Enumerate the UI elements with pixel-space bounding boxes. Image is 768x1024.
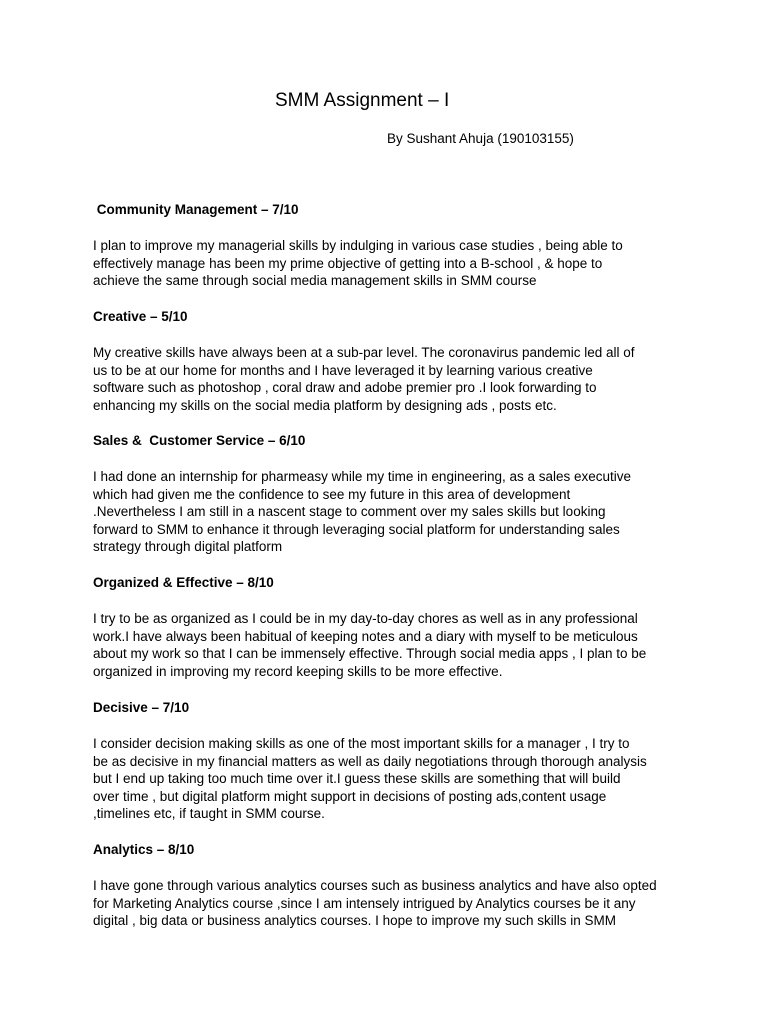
body-line: which had given me the confidence to see my future in this area of development	[93, 486, 571, 502]
body-line: I consider decision making skills as one of the most important skills for a manager , I try to	[93, 736, 630, 751]
body-line: I have gone through various analytics courses such as business analytics and have also opted	[93, 878, 657, 893]
section-heading: Creative – 5/10	[93, 309, 188, 324]
body-line: .Nevertheless I am still in a nascent stage to comment over my sales skills but looking	[93, 504, 606, 520]
section-community-management	[93, 201, 693, 290]
document-title: SMM Assignment – I	[275, 90, 450, 111]
section-creative	[93, 308, 693, 414]
body-line: over time , but digital platform might support in decisions of posting ads,content usage	[93, 788, 607, 804]
section-heading: Decisive – 7/10	[93, 700, 190, 715]
body-line: be as decisive in my financial matters as well as daily negotiations through thorough analysis	[93, 753, 647, 769]
body-line: enhancing my skills on the social media platform by designing ads , posts etc.	[93, 397, 557, 413]
author-byline: By Sushant Ahuja (190103155)	[387, 131, 574, 146]
body-line: digital , big data or business analytics courses. I hope to improve my such skills in SMM	[93, 913, 616, 929]
body-line: I had done an internship for pharmeasy while my time in engineering, as a sales executive	[93, 469, 632, 484]
body-line: forward to SMM to enhance it through leveraging social platform for understanding sales	[93, 521, 620, 537]
body-line: software such as photoshop , coral draw and adobe premier pro .I look forwarding to	[93, 380, 597, 396]
body-line: but I end up taking too much time over it.I guess these skills are something that will build	[93, 771, 621, 787]
body-line: strategy through digital platform	[93, 539, 283, 555]
section-heading: Organized & Effective – 8/10	[93, 575, 274, 590]
section-body	[93, 610, 681, 680]
section-heading: Analytics – 8/10	[93, 842, 195, 857]
section-body	[93, 877, 681, 930]
section-body	[93, 468, 681, 556]
section-organized-effective	[93, 574, 693, 680]
section-analytics	[93, 841, 693, 930]
body-line: I try to be as organized as I could be in my day-to-day chores as well as in any professional	[93, 611, 638, 626]
section-sales-customer-service	[93, 432, 693, 556]
section-body	[93, 237, 681, 290]
body-line: work.I have always been habitual of keeping notes and a diary with myself to be meticulous	[93, 628, 638, 644]
section-body	[93, 735, 681, 823]
section-heading: Community Management – 7/10	[93, 202, 299, 217]
body-line: us to be at our home for months and I have leveraged it by learning various creative	[93, 362, 593, 378]
body-line: My creative skills have always been at a sub-par level. The coronavirus pandemic led all of	[93, 345, 635, 360]
section-heading: Sales & Customer Service – 6/10	[93, 433, 306, 448]
section-body	[93, 344, 681, 414]
body-line: achieve the same through social media management skills in SMM course	[93, 273, 537, 289]
section-decisive	[93, 699, 693, 823]
body-line: ,timelines etc, if taught in SMM course.	[93, 806, 325, 822]
body-line: for Marketing Analytics course ,since I am intensely intrigued by Analytics courses be it any	[93, 895, 636, 911]
body-line: about my work so that I can be immensely effective. Through social media apps , I plan to be	[93, 646, 647, 662]
body-line: I plan to improve my managerial skills by indulging in various case studies , being able to	[93, 238, 623, 253]
body-line: effectively manage has been my prime objective of getting into a B-school , & hope to	[93, 255, 603, 271]
body-line: organized in improving my record keeping skills to be more effective.	[93, 663, 503, 679]
